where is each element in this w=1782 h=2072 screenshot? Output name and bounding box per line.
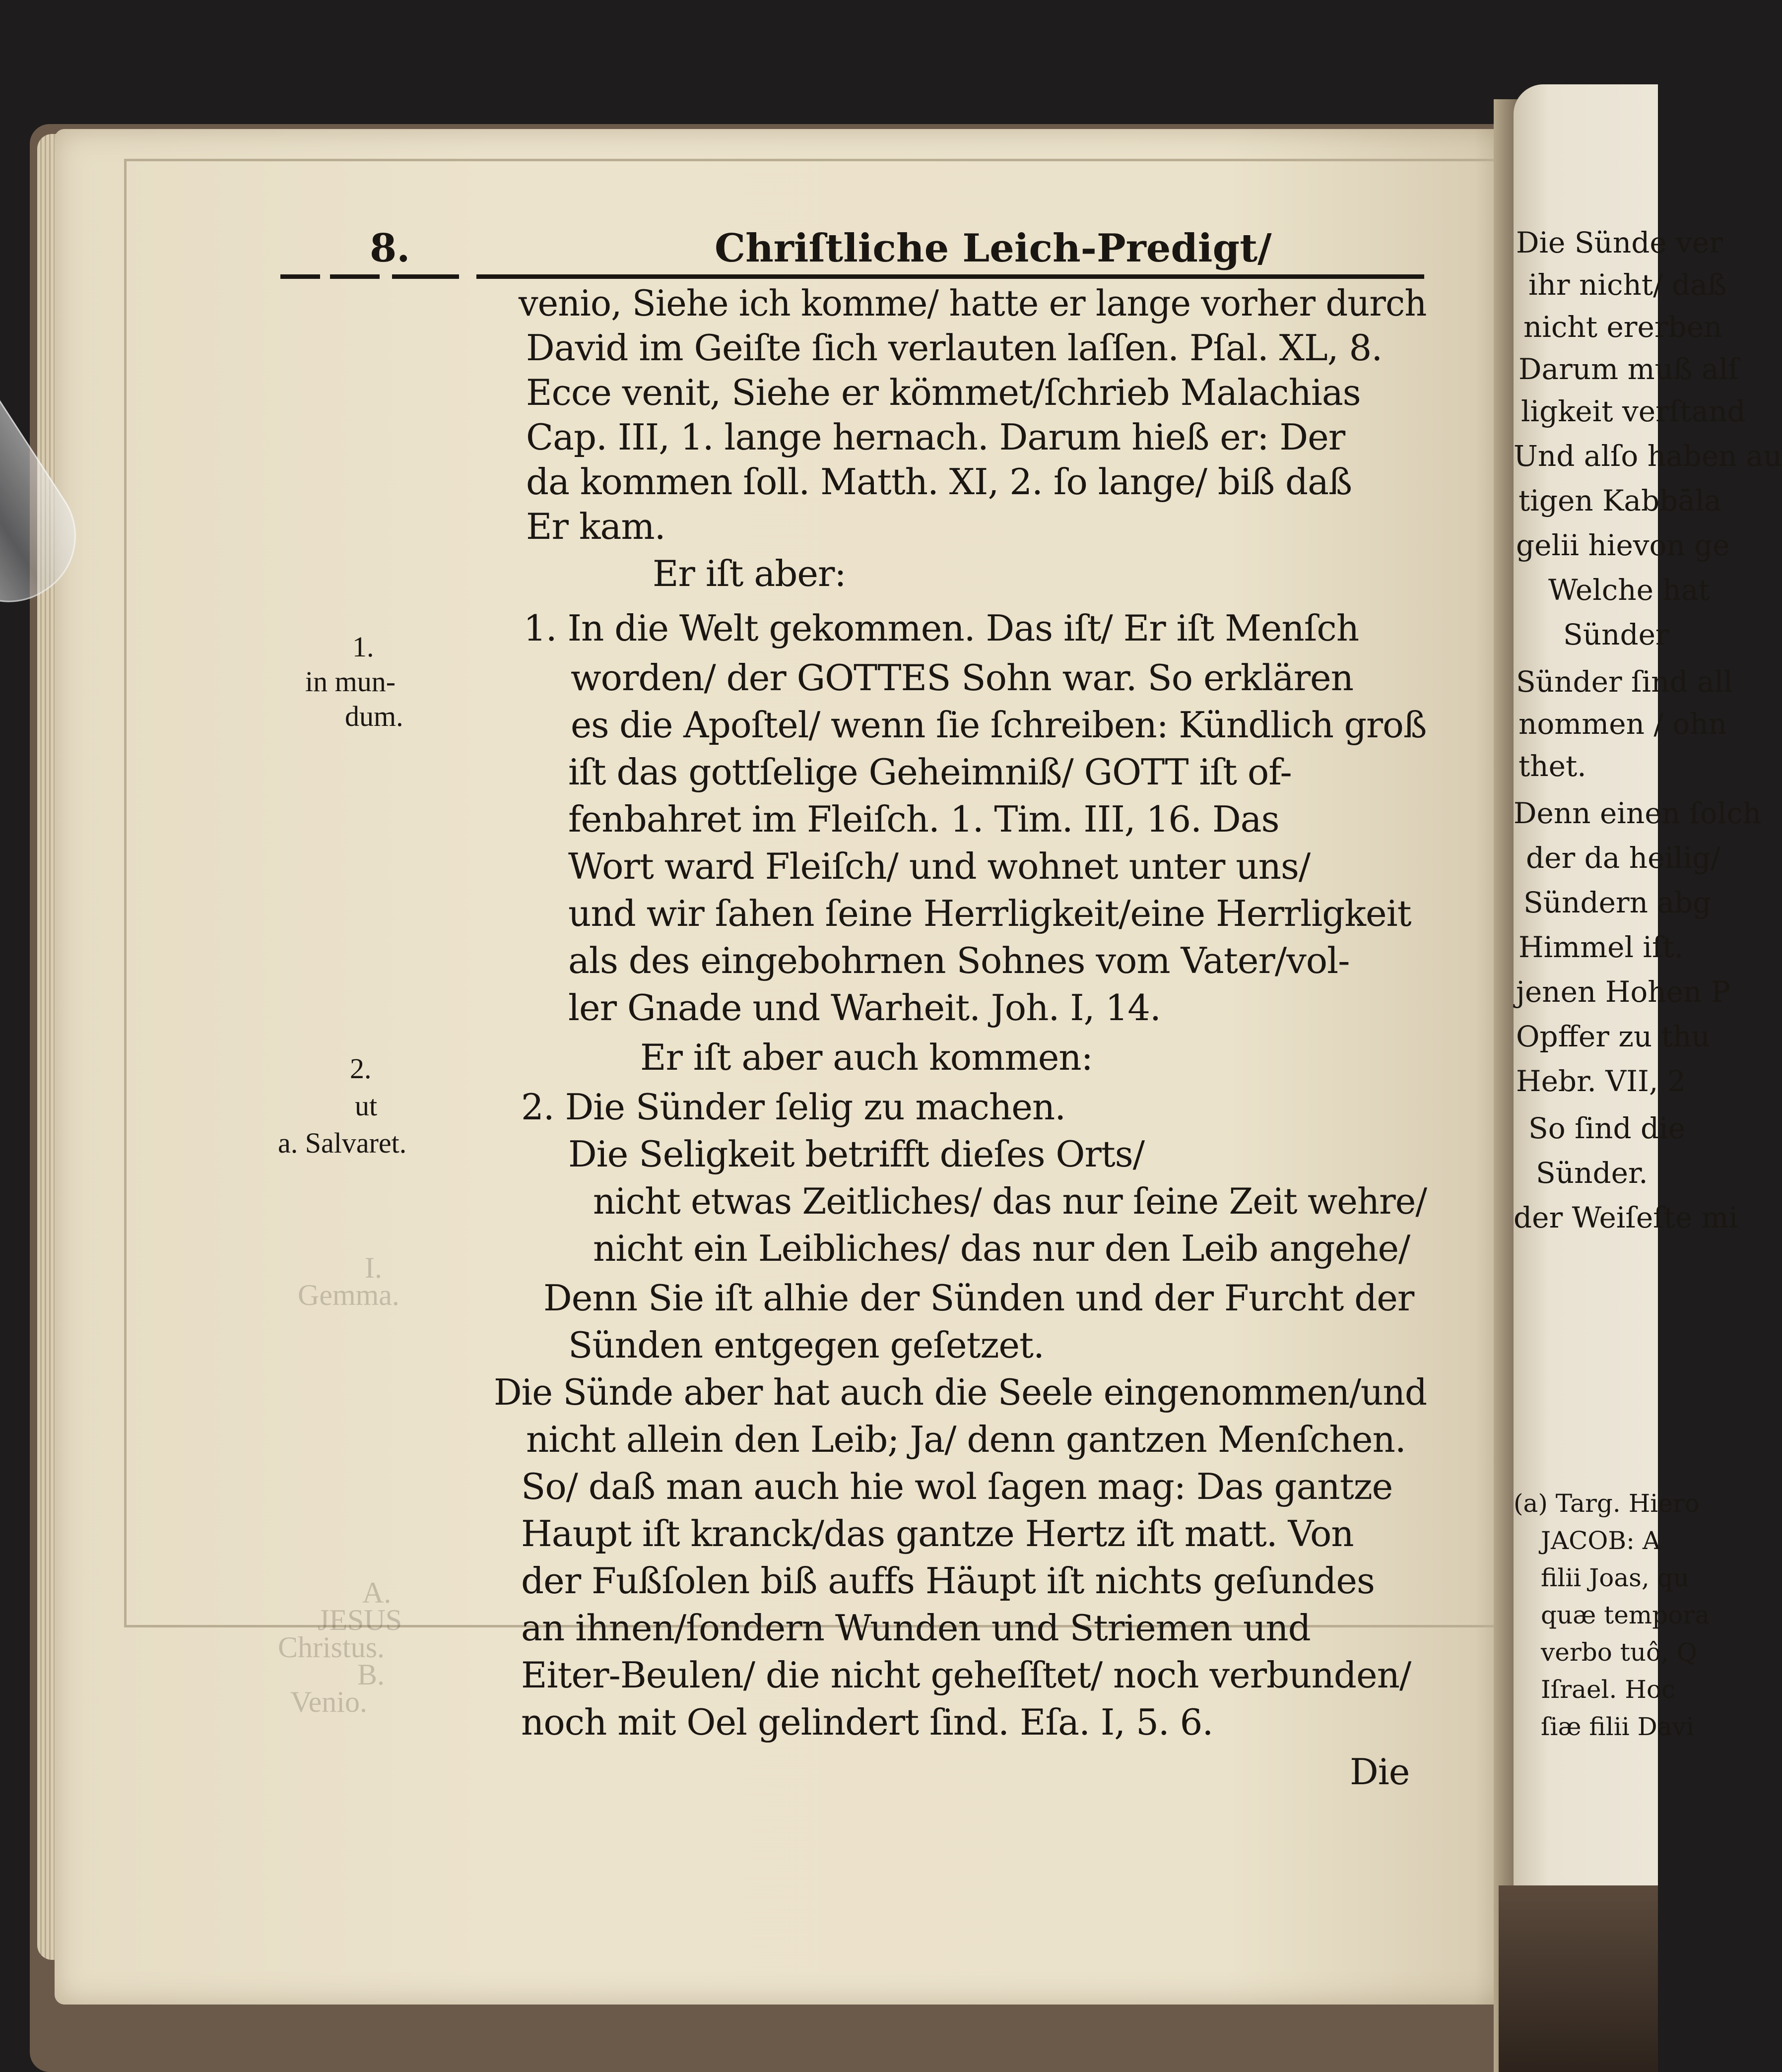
body-line: Er kam. xyxy=(526,506,665,547)
show-through-text: Christus. xyxy=(278,1631,385,1664)
margin-note: ut xyxy=(355,1090,378,1122)
body-line: und wir ſahen ſeine Herrligkeit/eine Herrligkeit xyxy=(568,893,1411,934)
body-line: 2. Die Sünder ſelig zu machen. xyxy=(521,1086,1066,1128)
facing-page-line: Welche hat xyxy=(1548,573,1710,607)
facing-page-line: Sünder ſind all xyxy=(1516,665,1733,699)
facing-footnote-line: filii Joas, qu xyxy=(1541,1563,1689,1592)
facing-page-line: nicht ererben xyxy=(1523,310,1722,344)
body-line: da kommen ſoll. Matth. XI, 2. ſo lange/ biß daß xyxy=(526,461,1352,503)
facing-page-line: Sünder xyxy=(1563,618,1669,651)
margin-note: 2. xyxy=(350,1052,372,1085)
facing-page-line: tigen Kabbāla xyxy=(1518,484,1721,518)
header-rule-left-1 xyxy=(280,274,320,279)
body-line: venio, Siehe ich komme/ hatte er lange vorher durch xyxy=(519,282,1427,324)
body-line: der Fußſolen biß auffs Häupt iſt nichts geſundes xyxy=(521,1560,1375,1602)
body-line: Denn Sie iſt alhie der Sünden und der Furcht der xyxy=(543,1277,1414,1319)
facing-page-line: der Weiſeſte mi xyxy=(1514,1201,1738,1234)
body-line: 1. In die Welt gekommen. Das iſt/ Er iſt Menſch xyxy=(524,607,1359,649)
show-through-text: JESUS xyxy=(318,1604,402,1636)
margin-note: dum. xyxy=(345,700,403,732)
facing-footnote-line: quæ tempora xyxy=(1541,1601,1710,1629)
body-line: Haupt iſt kranck/das gantze Hertz iſt matt. Von xyxy=(521,1513,1354,1554)
body-line: fenbahret im Fleiſch. 1. Tim. III, 16. Das xyxy=(568,798,1279,840)
show-through-text: B. xyxy=(357,1658,385,1691)
facing-footnote-line: (a) Targ. Hiero xyxy=(1514,1489,1700,1518)
body-line: Die Sünde aber hat auch die Seele eingenommen/und xyxy=(494,1371,1427,1413)
facing-page-line: Und alſo haben au xyxy=(1514,439,1782,473)
body-line: nicht etwas Zeitliches/ das nur ſeine Zeit wehre/ xyxy=(593,1180,1427,1222)
margin-note: 1. xyxy=(352,631,374,663)
header-rule xyxy=(476,274,1424,279)
body-line: noch mit Oel gelindert ſind. Eſa. I, 5. 6. xyxy=(521,1701,1213,1743)
body-line: ler Gnade und Warheit. Joh. I, 14. xyxy=(568,987,1161,1029)
facing-page-line: Himmel iſt. xyxy=(1518,930,1684,964)
body-line: David im Geiſte ſich verlauten laſſen. Pſal. XL, 8. xyxy=(526,327,1383,369)
show-through-text: A. xyxy=(362,1576,392,1609)
body-line: als des eingebohrnen Sohnes vom Vater/vol- xyxy=(568,940,1350,981)
facing-page-line: Hebr. VII, 2 xyxy=(1516,1064,1686,1098)
body-line: worden/ der GOTTES Sohn war. So erklären xyxy=(571,657,1354,699)
body-line: an ihnen/ſondern Wunden und Striemen und xyxy=(521,1607,1311,1649)
facing-page-line: nommen / ohn xyxy=(1518,707,1727,741)
margin-note: in mun- xyxy=(305,665,396,698)
body-line: Cap. III, 1. lange hernach. Darum hieß er: Der xyxy=(526,416,1345,458)
facing-page-line: der da heilig/ xyxy=(1526,841,1720,875)
body-line: Er iſt aber auch kommen: xyxy=(640,1036,1093,1078)
header-rule-left-3 xyxy=(392,274,459,279)
facing-page-line: Sündern abg xyxy=(1523,886,1712,919)
facing-page-line: ihr nicht/ daß xyxy=(1528,268,1727,302)
body-line: nicht ein Leibliches/ das nur den Leib angehe/ xyxy=(593,1228,1410,1269)
body-line: Die Seligkeit betrifft dieſes Orts/ xyxy=(568,1133,1145,1175)
facing-page-line: gelii hievon ge xyxy=(1516,528,1730,562)
body-line: Er iſt aber: xyxy=(653,553,846,594)
facing-footnote-line: verbo tuô, Q xyxy=(1541,1638,1697,1667)
header-rule-left-2 xyxy=(330,274,380,279)
body-line: Wort ward Fleiſch/ und wohnet unter uns/ xyxy=(568,845,1311,887)
body-line: Eiter-Beulen/ die nicht geheſſtet/ noch verbunden/ xyxy=(521,1654,1411,1696)
page-number: 8. xyxy=(370,226,410,271)
catchword: Die xyxy=(1350,1751,1410,1793)
facing-footnote-line: Iſrael. Hoc xyxy=(1541,1675,1676,1704)
body-line: Ecce venit, Siehe er kömmet/ſchrieb Malachias xyxy=(526,372,1361,413)
body-line: So/ daß man auch hie wol ſagen mag: Das gantze xyxy=(521,1466,1393,1507)
body-line: Sünden entgegen geſetzet. xyxy=(568,1324,1044,1366)
margin-note: a. Salvaret. xyxy=(278,1127,407,1159)
show-through-text: I. xyxy=(365,1251,382,1284)
running-title: Chriſtliche Leich-Predigt/ xyxy=(715,226,1272,271)
show-through-text: Gemma. xyxy=(298,1279,399,1311)
body-line: iſt das gottſelige Geheimniß/ GOTT iſt of- xyxy=(568,751,1292,793)
facing-page-text xyxy=(1514,84,1782,1970)
facing-page-line: Denn einen ſolch xyxy=(1514,796,1762,830)
facing-footnote-line: JACOB: A xyxy=(1541,1526,1660,1555)
facing-page-line: Sünder. xyxy=(1536,1156,1648,1190)
facing-page-line: Darum muß alſ xyxy=(1518,352,1739,386)
body-line: es die Apoſtel/ wenn ſie ſchreiben: Kündlich groß xyxy=(571,704,1427,746)
facing-page-line: thet. xyxy=(1518,749,1586,783)
facing-footnote-line: ſiæ filii Davi xyxy=(1541,1712,1694,1741)
facing-page-line: So ſind die xyxy=(1528,1111,1686,1145)
facing-page-line: jenen Hohen P xyxy=(1516,975,1730,1009)
facing-page-line: ligkeit verſtand xyxy=(1521,394,1746,428)
facing-page-line: Opffer zu thu xyxy=(1516,1020,1710,1053)
body-line: nicht allein den Leib; Ja/ denn gantzen Menſchen. xyxy=(526,1419,1406,1460)
show-through-text: Venio. xyxy=(290,1685,367,1718)
facing-page-line: Die Sünde ver xyxy=(1516,226,1723,259)
